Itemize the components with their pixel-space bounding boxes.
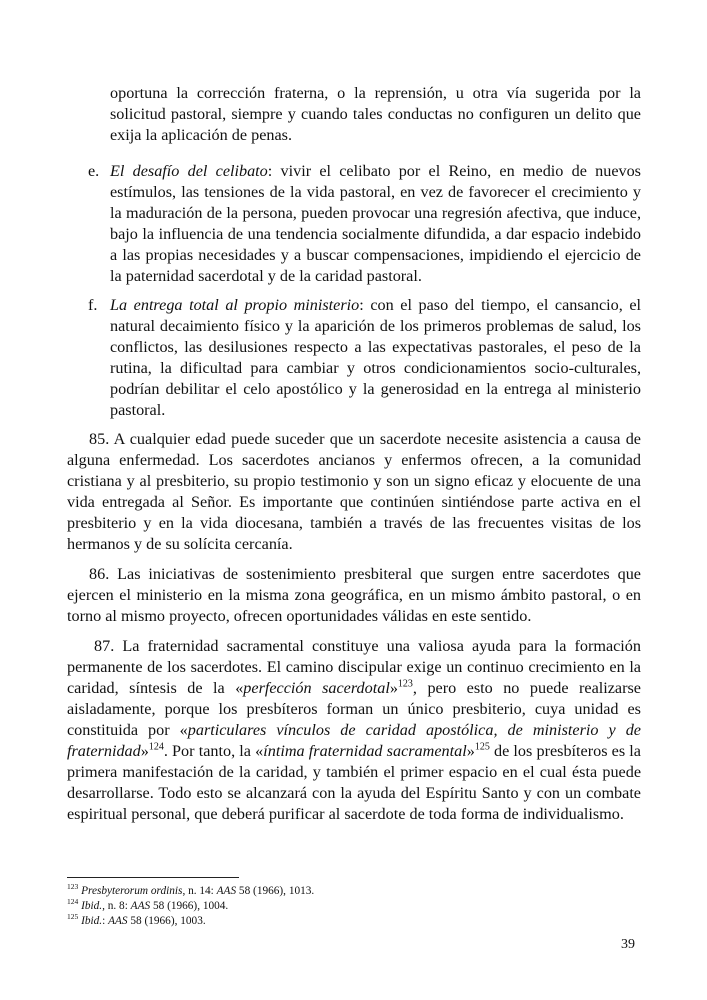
- footnote-journal: AAS: [216, 885, 237, 897]
- list-item-title: La entrega total al propio ministerio: [110, 296, 360, 314]
- paragraph-85-text: 85. A cualquier edad puede suceder que un sacerdote necesite asistencia a causa de alguna enfermedad. Los sacerdotes ancianos y enfermos ofrecen, a la comunidad cristiana y al presbiterio, su propio testimonio y son un signo eficaz y elocuente de una vida entregada al Señor. Es importante que continúen sintiéndose parte activa en el presbiterio y en la vida diocesana, también a través de las frecuentes visitas de los hermanos y de su solícita cercanía.: [67, 430, 641, 553]
- quote-italic: particulares vínculos de caridad apostólica, de ministerio y de fraternidad: [67, 721, 641, 760]
- list-item-body: [110, 295, 641, 421]
- list-item-title: El desafío del celibato: [110, 162, 268, 180]
- page-number: 39: [621, 937, 635, 952]
- list-item-body: [110, 161, 641, 287]
- list-item-e: [88, 161, 641, 287]
- footnote-text: n. 8:: [104, 900, 131, 912]
- footnote-ref: 125: [474, 741, 490, 753]
- paragraph-87-text: [67, 636, 641, 825]
- list-item-text: : vivir el celibato por el Reino, en medio de nuevos estímulos, las tensiones de la vida pastoral, en vez de favorecer el crecimiento y la maduración de la persona, pueden provocar una regresión afectiva, que induce, bajo la influencia de una tendencia socialmente difundida, a dar espacio indebido a las propias necesidades y a buscar compensaciones, impidiendo el ejercicio de la paternidad sacerdotal y de la caridad pastoral.: [110, 162, 641, 285]
- footnote-text: :: [102, 915, 109, 927]
- text-run: , pero esto no puede realizarse aisladamente, porque los presbíteros forman un único presbiterio, cuya unidad es constituida por «: [67, 679, 641, 739]
- footnote-journal: AAS: [130, 900, 151, 912]
- text-run: »: [140, 742, 149, 760]
- footnote-ref: 123: [397, 678, 413, 690]
- footnote-source: Presbyterorum ordinis: [81, 885, 183, 897]
- footnote-125: [67, 914, 206, 928]
- list-item-label: e.: [88, 162, 100, 180]
- continued-text: oportuna la corrección fraterna, o la reprensión, u otra vía sugerida por la solicitud pastoral, siempre y cuando tales conductas no configuren un delito que exija la aplicación de penas.: [110, 84, 641, 144]
- paragraph-85: [67, 429, 641, 555]
- text-run: »: [389, 679, 398, 697]
- list-item-label: f.: [88, 296, 98, 314]
- footnote-number: 125: [67, 912, 79, 922]
- text-run: 87. La fraternidad sacramental constituye una valiosa ayuda para la formación permanente de los sacerdotes. El camino discipular exige un continuo crecimiento en la caridad, síntesis de la «: [67, 637, 641, 697]
- footnote-text: 58 (1966), 1013.: [236, 885, 315, 897]
- footnote-number: 124: [67, 897, 79, 907]
- footnote-text: 58 (1966), 1004.: [150, 900, 229, 912]
- footnote-number: 123: [67, 882, 79, 892]
- footnote-source: Ibid.,: [81, 900, 105, 912]
- text-run: . Por tanto, la «: [163, 742, 264, 760]
- quote-italic: perfección sacerdotal: [243, 679, 390, 697]
- footnote-ref: 124: [148, 741, 164, 753]
- footnote-124: [67, 899, 228, 913]
- text-run: de los presbíteros es la primera manifestación de la caridad, y también el primer espacio en el cual ésta puede desarrollarse. Todo esto se alcanzará con la ayuda del Espíritu Santo y con un combate espiritual personal, que deberá purificar al sacerdote de toda forma de individualismo.: [67, 742, 641, 823]
- text-run: »: [466, 742, 475, 760]
- footnote-123: [67, 884, 314, 898]
- continued-item-text: [110, 83, 641, 146]
- paragraph-87: [67, 636, 641, 825]
- quote-italic: íntima fraternidad sacramental: [263, 742, 467, 760]
- footnote-source: Ibid.: [81, 915, 103, 927]
- footnote-text: 58 (1966), 1003.: [127, 915, 206, 927]
- paragraph-86-text: 86. Las iniciativas de sostenimiento presbiteral que surgen entre sacerdotes que ejercen el ministerio en la misma zona geográfica, en un mismo ámbito pastoral, o en torno al mismo proyecto, ofrecen oportunidades válidas en este sentido.: [67, 565, 641, 625]
- footnote-divider: [67, 877, 239, 878]
- footnote-journal: AAS: [108, 915, 128, 927]
- list-item-text: : con el paso del tiempo, el cansancio, el natural decaimiento físico y la aparición de los primeros problemas de salud, los conflictos, las desilusiones respecto a las expectativas pastorales, el peso de la rutina, la dificultad para cambiar y otros condicionamientos socio-culturales, podrían debilitar el celo apostólico y la generosidad en la entrega al ministerio pastoral.: [110, 296, 642, 419]
- paragraph-86: [67, 564, 641, 627]
- list-item-f: [88, 295, 641, 421]
- footnote-text: , n. 14:: [182, 885, 217, 897]
